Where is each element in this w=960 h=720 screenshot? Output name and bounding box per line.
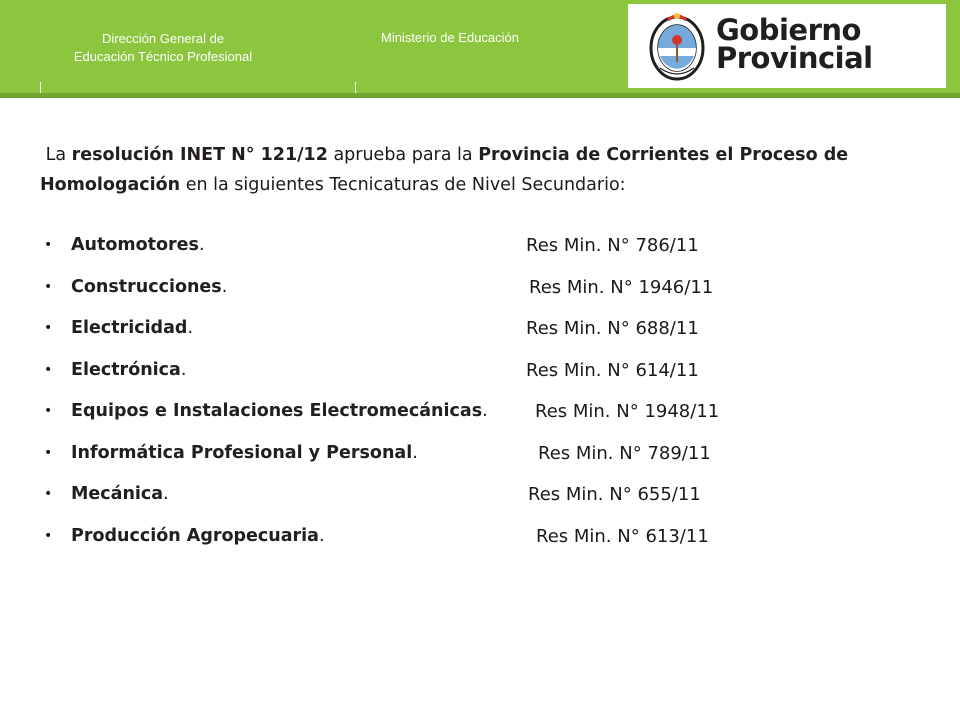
tecnicatura-period: . [412,442,418,463]
tecnicatura-period: . [482,401,488,421]
tecnicatura-entry [71,443,418,463]
tecnicatura-entry [71,360,186,380]
tecnicatura-period: . [187,318,194,338]
tecnicatura-name: Mecánica [71,484,164,504]
resolution-number: Res Min. N° 1948/11 [535,401,720,422]
tecnicatura-name: Automotores [71,235,199,255]
header-org-line2: Educación Técnico Profesional [73,49,253,64]
bullet-icon: • [44,278,53,295]
intro-text-1: La [45,145,72,165]
tecnicatura-entry [71,484,169,504]
tecnicatura-period: . [198,235,205,255]
corrientes-seal-icon [648,10,706,82]
resolution-number: Res Min. N° 786/11 [526,235,699,256]
resolution-number: Res Min. N° 655/11 [528,484,701,505]
resolution-number: Res Min. N° 613/11 [536,525,709,547]
gobierno-provincial-wordmark [716,13,873,75]
tecnicaturas-list [40,235,940,567]
logo-line1: Gobierno [716,13,861,47]
bullet-icon: • [44,444,53,461]
header-divider [40,82,41,93]
tecnicatura-entry [71,318,193,338]
bullet-icon: • [44,486,53,502]
resolution-number: Res Min. N° 1946/11 [529,276,714,298]
resolution-number: Res Min. N° 614/11 [526,359,699,381]
bullet-icon: • [44,403,53,419]
tecnicatura-period: . [221,276,228,297]
bullet-icon: • [44,527,53,544]
tecnicatura-name: Producción Agropecuaria [71,525,319,546]
header-underline [0,93,960,98]
tecnicatura-name: Electricidad [71,318,188,338]
header-ministry: Ministerio de Educación [380,30,520,45]
tecnicatura-entry [71,277,227,297]
list-item [40,277,940,319]
tecnicatura-entry [71,526,325,546]
tecnicatura-period: . [318,525,325,546]
intro-paragraph [40,140,920,200]
intro-resolution: resolución INET N° 121/12 [71,145,328,165]
list-item [40,235,940,277]
tecnicatura-name: Equipos e Instalaciones Electromecánicas [71,401,483,421]
list-item [40,526,940,568]
logo-line2: Provincial [716,41,873,75]
intro-province-process: Provincia de Corrientes el Proceso de Homologación [40,145,849,195]
tecnicatura-period: . [163,484,169,504]
bullet-icon: • [44,361,53,378]
intro-text-2: aprueba para la [327,145,479,165]
gobierno-provincial-logo [628,4,946,88]
list-item [40,443,940,485]
list-item [40,318,940,360]
list-item [40,401,940,443]
tecnicatura-entry [71,401,488,421]
list-item [40,360,940,402]
tecnicatura-name: Informática Profesional y Personal [71,442,413,463]
resolution-number: Res Min. N° 789/11 [538,442,711,464]
resolution-number: Res Min. N° 688/11 [526,318,699,339]
tecnicatura-period: . [180,359,187,380]
bullet-icon: • [44,237,53,253]
list-item [40,484,940,526]
tecnicatura-entry [71,235,205,255]
header-banner [0,0,960,93]
header-divider [355,82,356,93]
bullet-icon: • [44,320,53,336]
tecnicatura-name: Construcciones [71,276,222,297]
tecnicatura-name: Electrónica [71,359,181,380]
intro-text-3: en la siguientes Tecnicaturas de Nivel Secundario: [180,175,626,195]
header-org [28,30,298,66]
header-org-line1: Dirección General de [101,31,225,46]
